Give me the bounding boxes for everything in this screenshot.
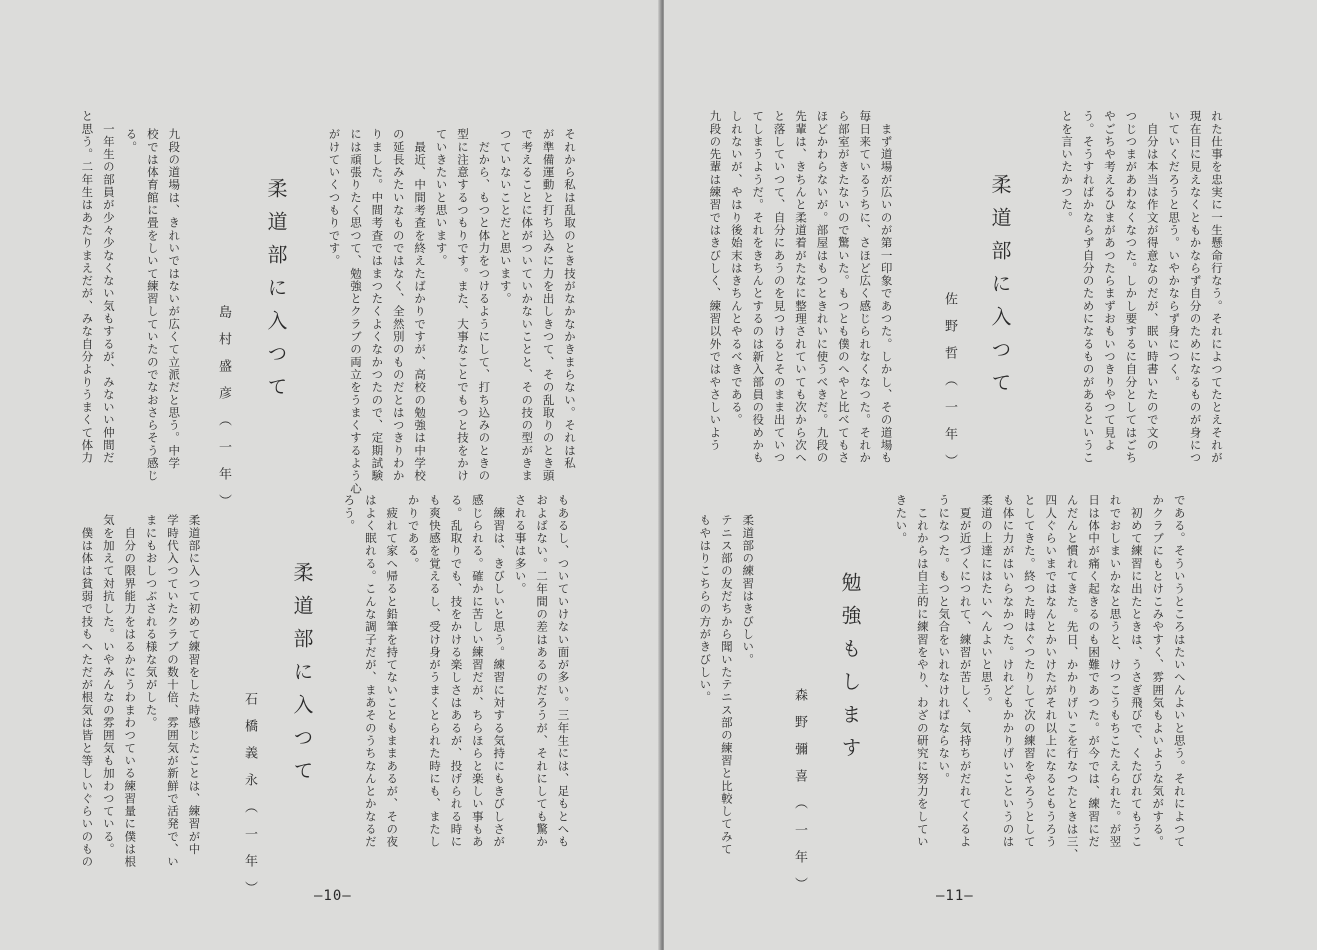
- text-line: と落していつて、自分にあうのを見つけるとそのまま出ていつ: [772, 110, 787, 465]
- text-line: てしまうようだ。それをきちんとするのは新入部員の役めかも: [751, 110, 766, 465]
- right-continuation-text: [1056, 110, 1227, 464]
- text-line: ていきたいと思います。: [434, 128, 449, 268]
- text-line: およばない。二年間の差はあるのだろうが、それにしても驚か: [535, 494, 550, 849]
- text-line: ほどかわらないが。部屋はもつときれいに使うべきだ。九段の: [815, 110, 830, 465]
- text-line: 型に注意するつもりです。また、大事なことでもつと技をかけ: [455, 128, 470, 483]
- right-page: [664, 0, 1317, 950]
- text-line: 柔道部に入つて初めて練習をした時感じたことは、練習が中: [187, 514, 202, 856]
- text-line: 最近、中間考査を終えたばかりですが、高校の勉強は中学校: [413, 128, 428, 483]
- text-line: 僕は体は貧弱で技もへただが根気は皆と等しいぐらいのもの: [80, 514, 95, 869]
- text-line: 柔道部の練習はきびしい。: [741, 514, 756, 666]
- text-line: である。そういうところはたいへんよいと思う。それによつて: [1172, 494, 1187, 849]
- text-line: かりである。: [406, 494, 421, 570]
- text-line: ら部室がきたないので驚いた。もつとも僕のへやと比べてもさ: [836, 110, 851, 465]
- left-article2-body: [76, 514, 204, 868]
- left-article1-body-bottom: [76, 110, 119, 464]
- text-line: 感じられる。確かに苦しい練習だが、ちらほらと楽しい事もあ: [470, 494, 485, 849]
- text-line: ろう。: [342, 494, 357, 532]
- text-line: される事は多い。: [513, 494, 528, 596]
- text-line: まず道場が広いのが第一印象であつた。しかし、その道場も: [879, 110, 894, 465]
- text-line: 初めて練習に出たときは、うさぎ飛びで、くたびれてもうこ: [1129, 494, 1144, 849]
- text-line: 九段の道場は、きれいではないが広くて立派だと思う。中学: [167, 128, 182, 470]
- text-line: 現在目に見えなくともかならず自分のためになるものが身につ: [1188, 110, 1203, 465]
- text-line: これからは自主的に練習をやり、わざの研究に努力をしてい: [915, 494, 930, 849]
- text-line: れた仕事を忠実に一生懸命行なう。それによつてたとえそれが: [1210, 110, 1224, 465]
- text-line: つじつまがあわなくなつた。しかし要するに自分としてはごち: [1124, 110, 1139, 465]
- text-line: いていくだろうと思う。いやかならず身につく。: [1167, 110, 1182, 389]
- text-line: と思う。二年生はあたりまえだが、みな自分よりうまくて体力: [80, 110, 95, 465]
- text-line: る。乱取りでも、技をかける楽しさはあるが、投げられる時に: [449, 494, 464, 849]
- text-line: 一年生の部員が少々少なくない気もするが、みないい仲間だ: [101, 110, 116, 465]
- text-line: う。そうすればかならず自分のためになるものがあるというこ: [1081, 110, 1096, 465]
- text-line: 毎日来ているうちに、さほど広く感じられなくなつた。それか: [858, 110, 873, 465]
- left-article1-title: 柔道部に入つて: [264, 178, 288, 409]
- text-line: 日は体中が痛く起きるのも困難であつた。が今では、練習にだ: [1087, 494, 1102, 849]
- right-article1-title: 柔道部に入つて: [988, 174, 1012, 405]
- text-line: 柔道の上達にはたいへんよいと思う。: [980, 494, 995, 710]
- text-line: まにもおしつぶされる様な気がした。: [144, 514, 159, 730]
- text-line: も爽快感を覚えるし、受け身がうまくとられた時にも、またし: [428, 494, 443, 849]
- right-article1-author: 佐野哲（一年）: [942, 292, 957, 481]
- right-article2-body: [694, 514, 758, 856]
- text-line: 学時代入つていたクラブの数十倍、雰囲気が新鮮で活発で、い: [166, 514, 181, 869]
- text-line: きたい。: [894, 494, 909, 545]
- right-page-number: —11—: [936, 888, 974, 904]
- text-line: 練習は、きびしいと思う。練習に対する気持にもきびしさが: [492, 494, 507, 849]
- left-article2-author: 石橋義永（一年）: [242, 692, 257, 908]
- text-line: んだんと慣れてきた。先日、かかりげいこを行なつたときは三、: [1065, 494, 1080, 861]
- right-article1-body-top: [704, 110, 897, 464]
- text-line: れでおしまいかなと思うと、けつこうもちこたえられた。が翌: [1108, 494, 1123, 849]
- text-line: 自分の限界能力をはるかにうわまわつている練習量に僕は根: [123, 514, 138, 869]
- text-line: 夏が近づくにつれて、練習が苦しく、気持ちがだれてくるよ: [958, 494, 973, 849]
- text-line: だから、もつと体力をつけるようにして、打ち込みのときの: [477, 128, 492, 483]
- text-line: も体に力がはいらなかつた。けれどもかかりげいこというのは: [1001, 494, 1016, 849]
- text-line: うになつた。もつと気合をいれなければならない。: [937, 494, 952, 785]
- text-line: としてきた。終つた時はぐつたりして次の練習をやろうとして: [1022, 494, 1037, 849]
- text-line: もあるし、ついていけない面が多い。三年生には、足もとへも: [556, 494, 571, 849]
- left-article2-title: 柔道部に入つて: [290, 562, 314, 793]
- text-line: で考えることに体がついていかないことと、その技の型がきま: [520, 128, 535, 483]
- text-line: 気を加えて対抗した。いやみんなの雰囲気も加わつている。: [101, 514, 116, 856]
- text-line: の延長みたいなものではなく、全然別のものだとはつきりわか: [391, 128, 406, 483]
- left-page-number: —10—: [314, 888, 352, 904]
- text-line: る。: [124, 128, 139, 154]
- text-line: かクラブにもとけこみやすく、雰囲気もよいような気がする。: [1151, 494, 1166, 849]
- text-line: もやはりこちらの方がきびしい。: [698, 514, 713, 704]
- text-line: 先輩は、きちんと柔道着がたなに整理されていても次から次へ: [794, 110, 809, 465]
- text-line: 校では体育館に畳をしいて練習していたのでなおさらそう感じ: [145, 128, 160, 483]
- right-article2-title: 勉強もします: [838, 572, 862, 770]
- text-line: 四人ぐらいまではなんとかいけたがそれ以上になるともうろう: [1044, 494, 1059, 849]
- text-line: とを言いたかつた。: [1060, 110, 1075, 224]
- text-line: 自分は本当は作文が得意なのだが、眠い時書いたので文の: [1145, 110, 1160, 452]
- text-line: しれないが、やはり後始末はきちんとやるべきである。: [729, 110, 744, 427]
- left-continuation-text: [323, 128, 580, 495]
- left-article1-author: 島村盛彦（一年）: [216, 305, 231, 521]
- text-line: 九段の先輩は練習ではきびしく、練習以外ではやさしいよう: [708, 110, 723, 452]
- left-article2-continuation: [338, 494, 573, 848]
- right-article1-body-bottom: [890, 494, 1190, 861]
- text-line: テニス部の友だちから聞いたテニス部の練習と比較してみて: [719, 514, 734, 856]
- text-line: りました。中間考査ではまつたくよくなかつたので、定期試験: [370, 128, 385, 483]
- text-line: 疲れて家へ帰ると鉛筆を持てないこともままあるが、その夜: [385, 494, 400, 849]
- text-line: やごちや考えるひまがあつたらまずおもいつきりやつて見よ: [1102, 110, 1117, 452]
- right-article2-author: 森野彌喜（一年）: [792, 688, 807, 904]
- text-line: つていないことだと思います。: [498, 128, 513, 306]
- text-line: がけていくつもりです。: [327, 128, 342, 268]
- text-line: には頑張りたく思つて、勉強とクラブの両立をうまくするよう心: [348, 128, 363, 495]
- text-line: それから私は乱取のとき技がなかなかきまらない。それは私: [563, 128, 577, 470]
- text-line: が準備運動と打ち込みに力を出しきつて、その乱取りのとき頭: [541, 128, 556, 483]
- text-line: はよく眠れる。こんな調子だが、まあそのうちなんとかなるだ: [363, 494, 378, 849]
- left-article1-body-top: [120, 128, 184, 482]
